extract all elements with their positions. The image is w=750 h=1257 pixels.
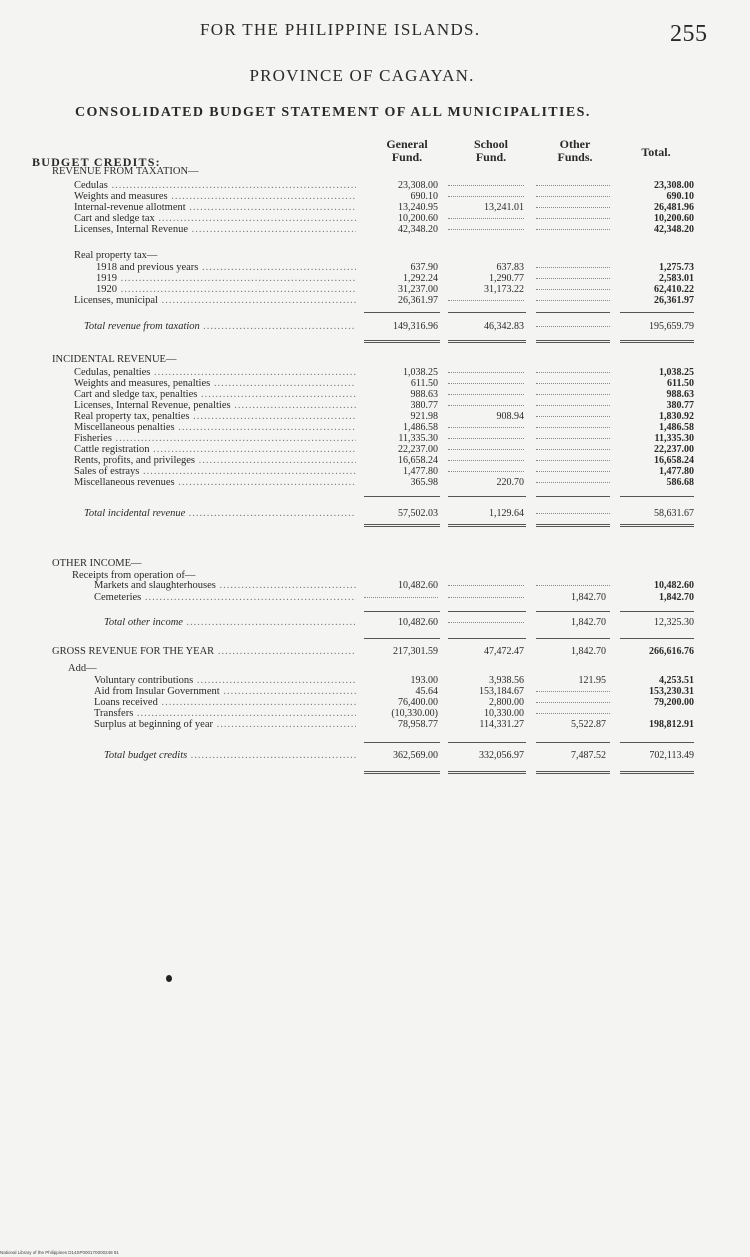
cell-s: 13,241.01 xyxy=(484,202,524,213)
empty-cell-leader xyxy=(536,416,610,417)
table-row xyxy=(0,213,750,224)
section-other-income: OTHER INCOME— xyxy=(52,558,142,569)
cell-t: 988.63 xyxy=(666,389,694,400)
cell-s: 153,184.67 xyxy=(479,686,524,697)
table-row xyxy=(0,708,750,719)
cell-s: 637.83 xyxy=(496,262,524,273)
empty-cell-leader xyxy=(448,229,524,230)
table-row xyxy=(0,202,750,213)
empty-cell-leader xyxy=(448,218,524,219)
cell-g: 1,038.25 xyxy=(403,367,438,378)
row-label: Total budget credits ..... xyxy=(104,750,356,761)
sum-rule xyxy=(620,312,694,313)
empty-cell-leader xyxy=(536,185,610,186)
cell-o: 1,842.70 xyxy=(571,592,606,603)
cell-o: 121.95 xyxy=(578,675,606,686)
cell-s: 2,800.00 xyxy=(489,697,524,708)
total-double-rule xyxy=(448,340,526,343)
cell-t: 58,631.67 xyxy=(654,508,694,519)
empty-cell-leader xyxy=(448,405,524,406)
cell-s: 31,173.22 xyxy=(484,284,524,295)
province-title: PROVINCE OF CAGAYAN. xyxy=(249,66,475,85)
row-label: Surplus at beginning of year ..... xyxy=(94,719,356,730)
empty-cell-leader xyxy=(536,449,610,450)
empty-cell-leader xyxy=(448,383,524,384)
cell-t: 42,348.20 xyxy=(654,224,694,235)
table-row xyxy=(0,273,750,284)
total-double-rule xyxy=(448,524,526,527)
row-label: Rents, profits, and privileges ..... xyxy=(74,455,356,466)
total-double-rule xyxy=(536,340,610,343)
row-label: Cemeteries ..... xyxy=(94,592,356,603)
total-double-rule xyxy=(536,771,610,774)
row-label: Transfers ..... xyxy=(94,708,356,719)
empty-cell-leader xyxy=(536,482,610,483)
cell-g: 10,482.60 xyxy=(398,580,438,591)
section-incidental: INCIDENTAL REVENUE— xyxy=(52,354,177,365)
sum-rule xyxy=(536,742,610,743)
empty-cell-leader xyxy=(536,702,610,703)
row-label: Sales of estrays ..... xyxy=(74,466,356,477)
cell-t: 611.50 xyxy=(667,378,694,389)
cell-s: 114,331.27 xyxy=(479,719,524,730)
empty-cell-leader xyxy=(536,691,610,692)
section-real-property: Real property tax— xyxy=(74,250,158,261)
sum-rule xyxy=(364,638,440,639)
cell-g: 1,292.24 xyxy=(403,273,438,284)
table-row xyxy=(0,378,750,389)
cell-g: 380.77 xyxy=(410,400,438,411)
row-label: Internal-revenue allotment ..... xyxy=(74,202,356,213)
empty-cell-leader xyxy=(448,449,524,450)
cell-g: 637.90 xyxy=(410,262,438,273)
cell-t: 380.77 xyxy=(666,400,694,411)
empty-cell-leader xyxy=(448,196,524,197)
cell-g: 690.10 xyxy=(410,191,438,202)
statement-title: CONSOLIDATED BUDGET STATEMENT OF ALL MUNICIPALITIES. xyxy=(75,105,591,120)
total-double-rule xyxy=(364,524,440,527)
sum-rule xyxy=(364,312,440,313)
cell-g: 16,658.24 xyxy=(398,455,438,466)
empty-cell-leader xyxy=(448,185,524,186)
table-row xyxy=(0,580,750,591)
cell-t: 702,113.49 xyxy=(649,750,694,761)
row-label: Aid from Insular Government ..... xyxy=(94,686,356,697)
table-row xyxy=(0,719,750,730)
table-row xyxy=(0,697,750,708)
sum-rule xyxy=(620,496,694,497)
empty-cell-leader xyxy=(364,597,438,598)
table-row xyxy=(0,433,750,444)
cell-s: 47,472.47 xyxy=(484,646,524,657)
section-receipts: Receipts from operation of— xyxy=(72,570,196,581)
empty-cell-leader xyxy=(448,622,524,623)
cell-g: 10,482.60 xyxy=(398,617,438,628)
sum-rule xyxy=(364,611,440,612)
cell-g: 31,237.00 xyxy=(398,284,438,295)
cell-s: 46,342.83 xyxy=(484,321,524,332)
table-row xyxy=(0,646,750,657)
sum-rule xyxy=(448,611,526,612)
cell-t: 26,361.97 xyxy=(654,295,694,306)
cell-t: 1,830.92 xyxy=(659,411,694,422)
cell-s: 908.94 xyxy=(496,411,524,422)
footer-credit: National Library of the Philippines D14SP000170000248 91 xyxy=(0,1250,119,1255)
empty-cell-leader xyxy=(448,300,524,301)
sum-rule xyxy=(620,742,694,743)
cell-t: 153,230.31 xyxy=(649,686,694,697)
total-double-rule xyxy=(364,771,440,774)
cell-t: 198,812.91 xyxy=(649,719,694,730)
total-double-rule xyxy=(620,340,694,343)
sum-rule xyxy=(364,496,440,497)
total-row xyxy=(0,508,750,519)
row-label: Total other income ..... xyxy=(104,617,356,628)
empty-cell-leader xyxy=(536,278,610,279)
empty-cell-leader xyxy=(536,394,610,395)
row-label: Cart and sledge tax ..... xyxy=(74,213,356,224)
table-row xyxy=(0,455,750,466)
row-label: Real property tax, penalties ..... xyxy=(74,411,356,422)
sum-rule xyxy=(448,496,526,497)
table-row xyxy=(0,686,750,697)
empty-cell-leader xyxy=(536,438,610,439)
table-row xyxy=(0,400,750,411)
empty-cell-leader xyxy=(536,372,610,373)
column-header-other: Other Funds. xyxy=(557,137,593,164)
cell-t: 26,481.96 xyxy=(654,202,694,213)
cell-t: 195,659.79 xyxy=(649,321,694,332)
empty-cell-leader xyxy=(448,597,524,598)
table-row xyxy=(0,295,750,306)
empty-cell-leader xyxy=(448,427,524,428)
cell-g: 193.00 xyxy=(410,675,438,686)
cell-s: 220.70 xyxy=(496,477,524,488)
row-label: Total incidental revenue ..... xyxy=(84,508,356,519)
cell-s: 10,330.00 xyxy=(484,708,524,719)
cell-t: 10,200.60 xyxy=(654,213,694,224)
row-label: Miscellaneous revenues ..... xyxy=(74,477,356,488)
cell-o: 7,487.52 xyxy=(571,750,606,761)
cell-g: 26,361.97 xyxy=(398,295,438,306)
sum-rule xyxy=(620,638,694,639)
table-row xyxy=(0,191,750,202)
cell-t: 79,200.00 xyxy=(654,697,694,708)
total-double-rule xyxy=(620,524,694,527)
table-row xyxy=(0,592,750,603)
cell-t: 11,335.30 xyxy=(654,433,694,444)
row-label: Cart and sledge tax, penalties ..... xyxy=(74,389,356,400)
total-double-rule xyxy=(620,771,694,774)
cell-g: 988.63 xyxy=(410,389,438,400)
cell-g: 1,477.80 xyxy=(403,466,438,477)
budget-credits-heading: BUDGET CREDITS: xyxy=(32,155,161,169)
cell-o: 1,842.70 xyxy=(571,617,606,628)
sum-rule xyxy=(536,638,610,639)
table-row xyxy=(0,466,750,477)
cell-g: 23,308.00 xyxy=(398,180,438,191)
section-add: Add— xyxy=(68,663,97,674)
section-taxation: REVENUE FROM TAXATION— xyxy=(52,166,199,177)
empty-cell-leader xyxy=(448,438,524,439)
sum-rule xyxy=(448,638,526,639)
empty-cell-leader xyxy=(536,713,610,714)
cell-t: 12,325.30 xyxy=(654,617,694,628)
table-row xyxy=(0,180,750,191)
sum-rule xyxy=(364,742,440,743)
total-double-rule xyxy=(448,771,526,774)
cell-t: 1,275.73 xyxy=(659,262,694,273)
total-row xyxy=(0,617,750,628)
cell-g: 149,316.96 xyxy=(393,321,438,332)
ink-speck xyxy=(166,975,172,982)
cell-g: 78,958.77 xyxy=(398,719,438,730)
cell-t: 16,658.24 xyxy=(654,455,694,466)
column-header-total: Total. xyxy=(641,145,671,159)
total-row xyxy=(0,321,750,332)
row-label: Loans received ..... xyxy=(94,697,356,708)
cell-g: 22,237.00 xyxy=(398,444,438,455)
sum-rule xyxy=(536,312,610,313)
total-row xyxy=(0,750,750,761)
cell-t: 23,308.00 xyxy=(654,180,694,191)
cell-t: 22,237.00 xyxy=(654,444,694,455)
empty-cell-leader xyxy=(536,513,610,514)
cell-g: 57,502.03 xyxy=(398,508,438,519)
empty-cell-leader xyxy=(536,267,610,268)
empty-cell-leader xyxy=(536,383,610,384)
cell-g: 921.98 xyxy=(410,411,438,422)
table-row xyxy=(0,411,750,422)
row-label: Markets and slaughterhouses ..... xyxy=(94,580,356,591)
row-label: Licenses, municipal ..... xyxy=(74,295,356,306)
table-row xyxy=(0,389,750,400)
cell-o: 5,522.87 xyxy=(571,719,606,730)
column-header-school: School Fund. xyxy=(473,137,508,164)
cell-t: 62,410.22 xyxy=(654,284,694,295)
cell-t: 690.10 xyxy=(666,191,694,202)
empty-cell-leader xyxy=(536,300,610,301)
row-label: GROSS REVENUE FOR THE YEAR ..... xyxy=(52,646,356,657)
empty-cell-leader xyxy=(536,471,610,472)
row-label: Licenses, Internal Revenue, penalties ..... xyxy=(74,400,356,411)
sum-rule xyxy=(536,611,610,612)
empty-cell-leader xyxy=(448,394,524,395)
table-row xyxy=(0,284,750,295)
column-header-general: General Fund. xyxy=(386,137,428,164)
table-row xyxy=(0,477,750,488)
empty-cell-leader xyxy=(536,218,610,219)
empty-cell-leader xyxy=(536,405,610,406)
row-label: 1919 ..... xyxy=(96,273,356,284)
empty-cell-leader xyxy=(536,289,610,290)
empty-cell-leader xyxy=(536,427,610,428)
sum-rule xyxy=(620,611,694,612)
total-double-rule xyxy=(364,340,440,343)
row-label: Cedulas ..... xyxy=(74,180,356,191)
cell-g: (10,330.00) xyxy=(391,708,438,719)
row-label: Cedulas, penalties ..... xyxy=(74,367,356,378)
running-title: FOR THE PHILIPPINE ISLANDS. xyxy=(200,20,481,39)
table-row xyxy=(0,444,750,455)
empty-cell-leader xyxy=(536,196,610,197)
cell-s: 332,056.97 xyxy=(479,750,524,761)
table-row xyxy=(0,367,750,378)
empty-cell-leader xyxy=(536,207,610,208)
cell-t: 266,616.76 xyxy=(649,646,694,657)
row-label: Miscellaneous penalties ..... xyxy=(74,422,356,433)
cell-t: 4,253.51 xyxy=(659,675,694,686)
empty-cell-leader xyxy=(448,471,524,472)
cell-g: 365.98 xyxy=(410,477,438,488)
cell-t: 1,038.25 xyxy=(659,367,694,378)
sum-rule xyxy=(448,742,526,743)
empty-cell-leader xyxy=(536,585,610,586)
cell-t: 1,842.70 xyxy=(659,592,694,603)
empty-cell-leader xyxy=(448,585,524,586)
table-row xyxy=(0,224,750,235)
row-label: 1918 and previous years ..... xyxy=(96,262,356,273)
row-label: Cattle registration ..... xyxy=(74,444,356,455)
row-label: 1920 ..... xyxy=(96,284,356,295)
page-number: 255 xyxy=(670,21,708,47)
sum-rule xyxy=(536,496,610,497)
cell-g: 611.50 xyxy=(410,378,438,389)
row-label: Fisheries ..... xyxy=(74,433,356,444)
row-label: Total revenue from taxation ..... xyxy=(84,321,356,332)
cell-g: 45.64 xyxy=(415,686,438,697)
row-label: Weights and measures ..... xyxy=(74,191,356,202)
cell-t: 1,486.58 xyxy=(659,422,694,433)
empty-cell-leader xyxy=(448,460,524,461)
cell-t: 586.68 xyxy=(666,477,694,488)
row-label: Voluntary contributions ..... xyxy=(94,675,356,686)
cell-g: 1,486.58 xyxy=(403,422,438,433)
cell-t: 2,583.01 xyxy=(659,273,694,284)
cell-o: 1,842.70 xyxy=(571,646,606,657)
cell-g: 10,200.60 xyxy=(398,213,438,224)
empty-cell-leader xyxy=(536,326,610,327)
cell-g: 76,400.00 xyxy=(398,697,438,708)
total-double-rule xyxy=(536,524,610,527)
cell-s: 1,290.77 xyxy=(489,273,524,284)
table-row xyxy=(0,675,750,686)
empty-cell-leader xyxy=(448,372,524,373)
row-label: Weights and measures, penalties ..... xyxy=(74,378,356,389)
cell-s: 1,129.64 xyxy=(489,508,524,519)
cell-s: 3,938.56 xyxy=(489,675,524,686)
table-row xyxy=(0,422,750,433)
cell-g: 42,348.20 xyxy=(398,224,438,235)
cell-g: 217,301.59 xyxy=(393,646,438,657)
sum-rule xyxy=(448,312,526,313)
empty-cell-leader xyxy=(536,460,610,461)
cell-t: 10,482.60 xyxy=(654,580,694,591)
cell-g: 11,335.30 xyxy=(398,433,438,444)
table-row xyxy=(0,262,750,273)
cell-g: 13,240.95 xyxy=(398,202,438,213)
empty-cell-leader xyxy=(536,229,610,230)
cell-t: 1,477.80 xyxy=(659,466,694,477)
row-label: Licenses, Internal Revenue ..... xyxy=(74,224,356,235)
cell-g: 362,569.00 xyxy=(393,750,438,761)
